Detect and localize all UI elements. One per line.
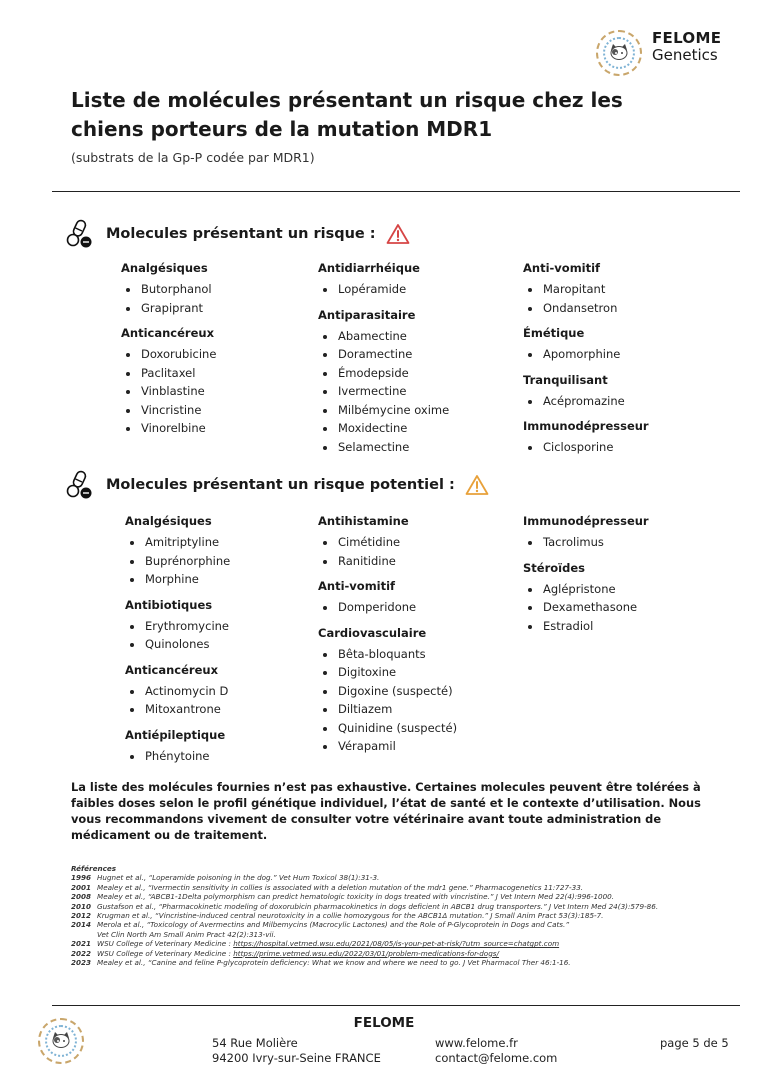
drug-item: Phénytoine: [125, 747, 230, 766]
category-title: Analgésiques: [121, 261, 208, 275]
drug-item: Amitriptyline: [125, 533, 230, 552]
reference-year: 2023: [71, 958, 92, 968]
category-title: Antibiotiques: [125, 597, 213, 612]
reference-text: Krugman et al., “Vincristine-induced central neurotoxicity in a collie homozygous for the ABCB1Δ mutation.” J Small Anim Pract 53(3):185-7.: [97, 911, 604, 921]
drug-item: Actinomycin D: [125, 682, 230, 701]
reference-year: 2008: [71, 892, 92, 902]
risk-col-1: [121, 259, 216, 438]
footer-divider: [52, 1005, 740, 1006]
category-title: Anti-vomitif: [318, 579, 396, 593]
page-title: Liste de molécules présentant un risque chez les chiens porteurs de la mutation MDR1: [71, 88, 623, 141]
reference-item: [71, 873, 731, 882]
footer-address-line2: 94200 Ivry-sur-Seine FRANCE: [212, 1051, 381, 1065]
reference-text: Merola et al., “Toxicology of Avermectins and Milbemycins (Macrocylic Lactones) and the Role of P-Glycoprotein in Dogs and Cats.”: [97, 920, 570, 930]
risk-col-2: [318, 259, 449, 456]
divider: [52, 191, 740, 192]
drug-item: Quinidine (suspecté): [318, 719, 457, 738]
category-title: Anticancéreux: [125, 662, 218, 677]
category-title: Anti-vomitif: [523, 261, 601, 275]
category-title: Cardiovasculaire: [318, 625, 427, 640]
drug-item: Digoxine (suspecté): [318, 682, 457, 701]
reference-item: [71, 949, 731, 958]
pills-icon: [66, 470, 94, 500]
reference-item: [71, 902, 731, 911]
potential-col-2: [318, 512, 457, 756]
drug-item: Dexamethasone: [523, 598, 649, 617]
drug-item: Paclitaxel: [121, 364, 216, 383]
footer-contact: [435, 1036, 557, 1066]
reference-item: [71, 958, 731, 967]
drug-item: Doxorubicine: [121, 345, 216, 364]
drug-item: Selamectine: [318, 438, 449, 457]
warning-red-icon: [386, 223, 410, 245]
category-title: Stéroïdes: [523, 560, 585, 575]
reference-year: 2001: [71, 882, 92, 892]
drug-item: Morphine: [125, 570, 230, 589]
reference-text: Mealey et al., “ABCB1-1Delta polymorphism can predict hematologic toxicity in dogs treated with vincristine.” J Vet Intern Med 22(4):996-1000.: [97, 892, 615, 902]
brand: [652, 30, 721, 65]
category-title: Analgésiques: [125, 514, 212, 528]
drug-item: Vinorelbine: [121, 419, 216, 438]
footer-website[interactable]: www.felome.fr: [435, 1036, 518, 1050]
reference-year: 2014: [71, 920, 92, 930]
potential-col-3: [523, 512, 649, 635]
drug-item: Domperidone: [318, 598, 457, 617]
reference-year: 2021: [71, 939, 92, 949]
reference-text: Mealey et al., “Canine and feline P-glycoprotein deficiency: What we know and where we need to go. J Vet Pharmacol Ther 46:1-16.: [97, 958, 571, 968]
drug-item: Erythromycine: [125, 617, 230, 636]
drug-item: Abamectine: [318, 327, 449, 346]
reference-text: WSU College of Veterinary Medicine :: [97, 939, 234, 949]
category-title: Émétique: [523, 326, 585, 340]
drug-item: Cimétidine: [318, 533, 457, 552]
reference-text: Hugnet et al., “Loperamide poisoning in the dog.” Vet Hum Toxicol 38(1):31-3.: [97, 873, 380, 883]
category-title: Tranquilisant: [523, 372, 608, 387]
category-title: Immunodépresseur: [523, 514, 649, 528]
references-title: Références: [71, 864, 117, 873]
section-risk-heading: [66, 219, 410, 249]
page-subtitle: (substrats de la Gp-P codée par MDR1): [71, 150, 315, 165]
drug-item: Digitoxine: [318, 663, 457, 682]
category-title: Anticancéreux: [121, 326, 214, 340]
drug-item: Doramectine: [318, 345, 449, 364]
category-title: Antiparasitaire: [318, 307, 416, 322]
warning-orange-icon: [465, 474, 489, 496]
drug-item: Estradiol: [523, 617, 649, 636]
drug-item: Grapiprant: [121, 299, 216, 318]
drug-item: Émodepside: [318, 364, 449, 383]
section-risk-title: Molecules présentant un risque :: [106, 226, 376, 242]
drug-item: Moxidectine: [318, 419, 449, 438]
cat-face-icon: [52, 1032, 70, 1048]
reference-item: [71, 883, 731, 892]
category-title: Immunodépresseur: [523, 419, 649, 433]
category-title: Antihistamine: [318, 514, 409, 528]
reference-year: 2012: [71, 911, 92, 921]
drug-item: Quinolones: [125, 635, 230, 654]
drug-item: Butorphanol: [121, 280, 216, 299]
drug-item: Ondansetron: [523, 299, 649, 318]
category-title: Antiépileptique: [125, 727, 226, 742]
footer-email[interactable]: contact@felome.com: [435, 1051, 558, 1065]
reference-text: WSU College of Veterinary Medicine :: [97, 948, 234, 958]
reference-year: 2022: [71, 948, 92, 958]
section-potential-heading: [66, 470, 489, 500]
references: [71, 864, 731, 967]
reference-link[interactable]: https://prime.vetmed.wsu.edu/2022/03/01/problem-medications-for-dogs/: [233, 948, 499, 958]
brand-sub: Genetics: [652, 46, 718, 65]
drug-item: Tacrolimus: [523, 533, 649, 552]
reference-text: Mealey et al., “Ivermectin sensitivity in collies is associated with a deletion mutation of the mdr1 gene.” Pharmacogenetics 11:727-33.: [97, 882, 584, 892]
reference-text: Gustafson et al., “Pharmacokinetic modeling of doxorubicin pharmacokinetics in dogs deficient in ABCB1 drug transporters.” J Vet Intern Med 24(3):579-86.: [97, 901, 659, 911]
drug-item: Ranitidine: [318, 552, 457, 571]
drug-item: Ciclosporine: [523, 438, 649, 457]
drug-item: Vinblastine: [121, 382, 216, 401]
category-title: Antidiarrhéique: [318, 261, 420, 275]
drug-item: Ivermectine: [318, 382, 449, 401]
reference-year: [71, 930, 97, 939]
reference-item: [71, 939, 731, 948]
drug-item: Buprénorphine: [125, 552, 230, 571]
drug-item: Acépromazine: [523, 392, 649, 411]
drug-item: Apomorphine: [523, 345, 649, 364]
reference-item: [71, 920, 731, 929]
potential-col-1: [125, 512, 230, 765]
drug-item: Vérapamil: [318, 737, 457, 756]
disclaimer-note: La liste des molécules fournies n’est pas exhaustive. Certaines molecules peuvent être tolérées à faibles doses selon le profil génétique individuel, l’état de santé et le contexte d’utilisation. Nous vous recommandons vivement de consulter votre vétérinaire avant toute administration de médicament ou de traitement.: [71, 780, 701, 842]
brand-name: FELOME: [652, 29, 722, 47]
felome-logo: [596, 30, 642, 76]
drug-item: Bêta-bloquants: [318, 645, 457, 664]
drug-item: Lopéramide: [318, 280, 449, 299]
drug-item: Aglépristone: [523, 580, 649, 599]
pills-icon: [66, 219, 94, 249]
drug-item: Vincristine: [121, 401, 216, 420]
drug-item: Mitoxantrone: [125, 700, 230, 719]
reference-item: [71, 911, 731, 920]
reference-item: [71, 892, 731, 901]
reference-year: 2010: [71, 901, 92, 911]
footer-company: FELOME: [353, 1015, 415, 1031]
page-number: page 5 de 5: [660, 1036, 729, 1050]
footer-address: [212, 1036, 381, 1066]
cat-face-icon: [610, 44, 628, 60]
drug-item: Milbémycine oxime: [318, 401, 449, 420]
drug-item: Diltiazem: [318, 700, 457, 719]
risk-col-3: [523, 259, 649, 457]
reference-text: Vet Clin North Am Small Anim Pract 42(2):313-vii.: [97, 929, 276, 939]
reference-item: [71, 930, 731, 939]
reference-year: 1996: [71, 873, 92, 883]
section-potential-title: Molecules présentant un risque potentiel :: [106, 477, 455, 493]
reference-link[interactable]: https://hospital.vetmed.wsu.edu/2021/08/05/is-your-pet-at-risk/?utm_source=chatgpt.com: [233, 939, 560, 949]
footer-address-line1: 54 Rue Molière: [212, 1036, 298, 1050]
drug-item: Maropitant: [523, 280, 649, 299]
